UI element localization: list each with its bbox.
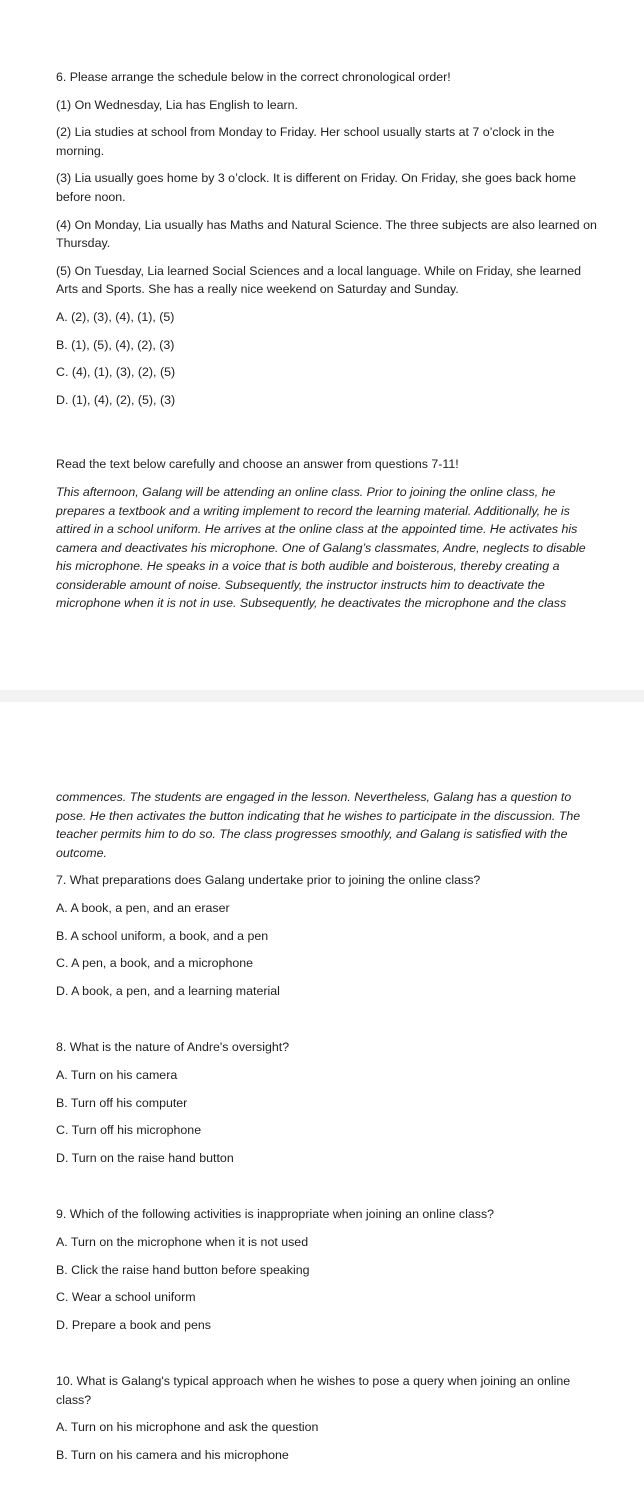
- page-separator: [0, 690, 644, 702]
- question-7: 7. What preparations does Galang undertake prior to joining the online class?: [56, 873, 481, 888]
- document-page-1: [0, 0, 644, 690]
- statement-2: (2) Lia studies at school from Monday to Friday. Her school usually starts at 7 o’clock in the morning.: [56, 125, 555, 158]
- q8-option-d: D. Turn on the raise hand button: [56, 1150, 234, 1165]
- q7-option-a: A. A book, a pen, and an eraser: [56, 900, 230, 915]
- statement-5: (5) On Tuesday, Lia learned Social Sciences and a local language. While on Friday, she learned Arts and Sports. She has a really nice weekend on Saturday and Sunday.: [56, 263, 582, 297]
- q9-option-d: D. Prepare a book and pens: [56, 1317, 211, 1332]
- statement-3: (3) Lia usually goes home by 3 o’clock. It is different on Friday. On Friday, she goes back home before noon.: [56, 171, 576, 204]
- statement-1: (1) On Wednesday, Lia has English to learn.: [56, 97, 298, 112]
- q8-option-b: B. Turn off his computer: [56, 1095, 188, 1110]
- document-page-2: [0, 702, 644, 1489]
- q6-option-c: C. (4), (1), (3), (2), (5): [56, 365, 176, 380]
- q9-option-c: C. Wear a school uniform: [56, 1290, 196, 1305]
- question-8: 8. What is the nature of Andre's oversight?: [56, 1040, 290, 1055]
- q6-option-b: B. (1), (5), (4), (2), (3): [56, 337, 175, 352]
- q7-option-b: B. A school uniform, a book, and a pen: [56, 928, 269, 943]
- question-9: 9. Which of the following activities is inappropriate when joining an online class?: [56, 1207, 495, 1222]
- question-6: 6. Please arrange the schedule below in the correct chronological order!: [56, 70, 451, 84]
- reading-passage-part1: This afternoon, Galang will be attending an online class. Prior to joining the online class, he prepares a textbook and a writing implement to record the learning material. Additionally, he is attired in a school uniform. He arrives at the online class at the appointed time. He activates his camera and deactivates his microphone. One of Galang’s classmates, Andre, neglects to disable his microphone. He speaks in a voice that is both audible and boisterous, thereby creating a considerable amount of noise. Subsequently, the instructor instructs him to deactivate the microphone when it is not in use. Subsequently, he deactivates the microphone and the class: [56, 484, 586, 611]
- statement-4: (4) On Monday, Lia usually has Maths and Natural Science. The three subjects are also learned on Thursday.: [56, 217, 597, 251]
- q6-option-d: D. (1), (4), (2), (5), (3): [56, 392, 176, 407]
- q10-option-a: A. Turn on his microphone and ask the question: [56, 1420, 319, 1435]
- q9-option-b: B. Click the raise hand button before speaking: [56, 1262, 310, 1277]
- q9-option-a: A. Turn on the microphone when it is not used: [56, 1234, 309, 1249]
- q8-option-a: A. Turn on his camera: [56, 1067, 178, 1082]
- page-2-content: [56, 788, 604, 1465]
- q7-option-d: D. A book, a pen, and a learning material: [56, 983, 280, 998]
- q10-option-b: B. Turn on his camera and his microphone: [56, 1448, 289, 1463]
- q7-option-c: C. A pen, a book, and a microphone: [56, 956, 254, 971]
- q8-option-c: C. Turn off his microphone: [56, 1123, 202, 1138]
- question-10: 10. What is Galang's typical approach when he wishes to pose a query when joining an online class?: [56, 1374, 571, 1407]
- q6-option-a: A. (2), (3), (4), (1), (5): [56, 309, 175, 324]
- page-1-content: [56, 68, 604, 613]
- reading-instruction: Read the text below carefully and choose an answer from questions 7-11!: [56, 457, 459, 472]
- reading-passage-part2: commences. The students are engaged in the lesson. Nevertheless, Galang has a question to pose. He then activates the button indicating that he wishes to participate in the discussion. The teacher permits him to do so. The class progresses smoothly, and Galang is satisfied with the outcome.: [56, 790, 581, 860]
